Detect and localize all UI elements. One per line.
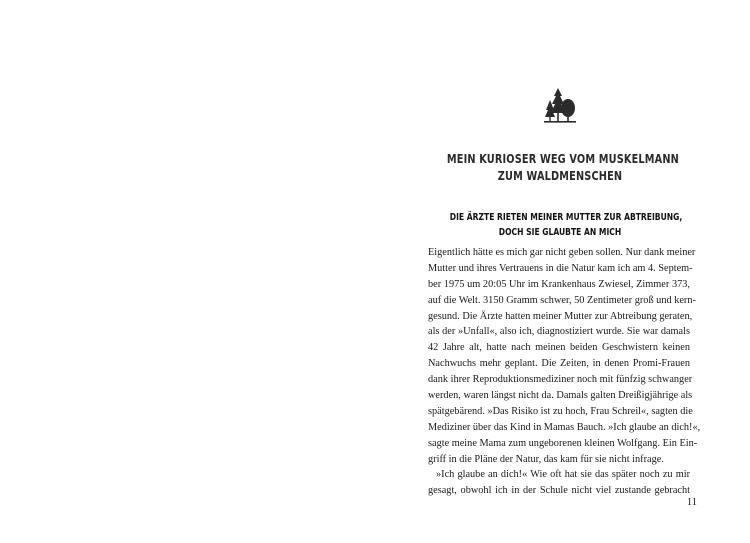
- text-line: Nachwuchs mehr geplant. Die Zeiten, in denen Promi-Frauen: [428, 358, 690, 370]
- text-line: Mediziner über das Kind in Mamas Bauch. »Ich glaube an dich!«,: [428, 421, 701, 433]
- chapter-subtitle: [449, 210, 683, 240]
- text-line: gesund. Die Ärzte hatten meiner Mutter zur Abtreibung geraten,: [428, 310, 693, 322]
- text-line: gesagt, obwohl ich in der Schule nicht viel zustande gebracht: [428, 485, 690, 497]
- chapter-title-line: ZUM WALDMENSCHEN: [497, 168, 623, 183]
- text-line: spätgebärend. »Das Risiko ist zu hoch, Frau Schreil«, sagten die: [428, 405, 693, 417]
- text-line: als der »Unfall«, also ich, diagnostiziert wurde. Sie war damals: [428, 326, 690, 338]
- trees-icon: [543, 86, 577, 126]
- page-number: 11: [686, 497, 697, 508]
- text-line: ber 1975 um 20:05 Uhr im Krankenhaus Zwiesel, Zimmer 373,: [428, 278, 690, 290]
- text-line: werden, waren längst nicht da. Damals galten Dreißigjährige als: [428, 390, 693, 402]
- text-line: Eigentlich hätte es mich gar nicht geben sollen. Nur dank meiner: [428, 247, 696, 258]
- text-line: griff in die Pläne der Natur, das kam für sie nicht infrage.: [428, 453, 664, 465]
- text-line: »Ich glaube an dich!« Wie oft hat sie das später noch zu mir: [436, 469, 690, 481]
- text-line: Mutter und ihres Vertrauens in die Natur kam ich am 4. Septem-: [428, 262, 693, 274]
- chapter-subtitle-line: DOCH SIE GLAUBTE AN MICH: [498, 227, 622, 238]
- chapter-title-line: MEIN KURIOSER WEG VOM MUSKELMANN: [446, 151, 679, 166]
- text-line: dank ihrer Reproduktionsmediziner noch mit fünfzig schwanger: [428, 374, 693, 386]
- text-line: auf die Welt. 3150 Gramm schwer, 50 Zentimeter groß und kern-: [428, 294, 696, 306]
- right-page: [375, 0, 750, 543]
- body-text: [428, 245, 701, 499]
- chapter-subtitle-line: DIE ÄRZTE RIETEN MEINER MUTTER ZUR ABTREIBUNG,: [449, 212, 683, 223]
- text-line: 42 Jahre alt, hatte nach meinen beiden Geschwistern keinen: [428, 342, 690, 354]
- chapter-title: [446, 150, 679, 184]
- text-line: sagte meine Mama zum ungeborenen kleinen Wolfgang. Ein Ein-: [428, 437, 698, 449]
